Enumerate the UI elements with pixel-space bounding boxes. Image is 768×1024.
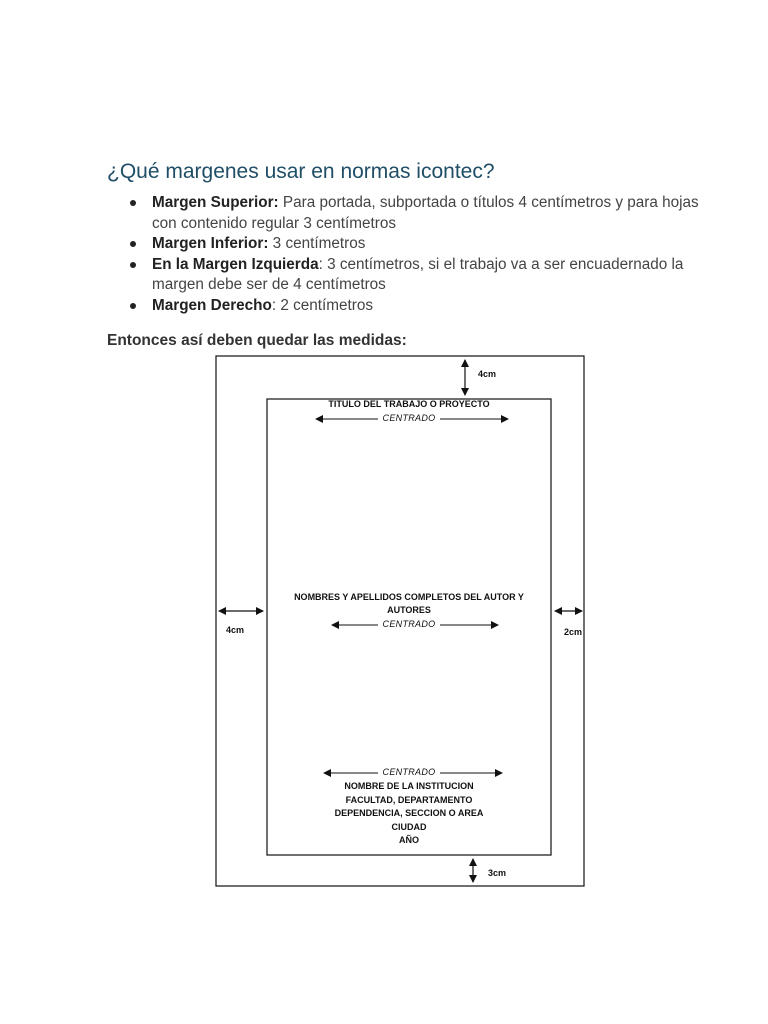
list-item-label: Margen Derecho xyxy=(152,296,272,314)
list-item-text: Para portada, subportada o títulos 4 centímetros y para hojas con contenido regular 3 centímetros xyxy=(152,194,699,232)
diagram-intro: Entonces así deben quedar las medidas: xyxy=(107,332,407,349)
list-item xyxy=(128,255,718,296)
page-title: ¿Qué margenes usar en normas icontec? xyxy=(107,160,495,184)
centered-label: CENTRADO xyxy=(382,619,436,629)
list-item xyxy=(128,296,718,317)
author-block-text xyxy=(267,591,551,617)
title-block-text: TITULO DEL TRABAJO O PROYECTO xyxy=(328,399,490,409)
bottom-margin-label: 3cm xyxy=(488,868,507,878)
author-line: AUTORES xyxy=(387,605,431,615)
centered-label: CENTRADO xyxy=(382,767,436,777)
bullet-icon xyxy=(130,303,136,309)
list-item xyxy=(128,193,718,234)
margin-list xyxy=(128,193,718,316)
author-line: NOMBRES Y APELLIDOS COMPLETOS DEL AUTOR Y xyxy=(294,592,524,602)
institution-line: AÑO xyxy=(399,835,419,845)
list-item xyxy=(128,234,718,255)
list-item-text: 3 centímetros xyxy=(268,235,366,252)
centered-label: CENTRADO xyxy=(382,413,436,423)
institution-line: FACULTAD, DEPARTAMENTO xyxy=(345,794,473,805)
left-margin-label: 4cm xyxy=(226,625,245,635)
top-margin-label: 4cm xyxy=(478,369,497,379)
list-item-label: Margen Inferior: xyxy=(152,235,269,252)
bullet-icon xyxy=(130,200,136,206)
bullet-icon xyxy=(130,241,136,247)
institution-line: CIUDAD xyxy=(391,821,427,832)
list-item-label: En la Margen Izquierda xyxy=(152,255,319,273)
list-item-text: : 2 centímetros xyxy=(271,296,374,314)
list-item-label: Margen Superior: xyxy=(152,194,279,211)
margin-diagram xyxy=(208,352,592,892)
list-item-text: : 3 centímetros, si el trabajo va a ser encuadernado la margen debe ser de 4 centímetros xyxy=(152,255,684,293)
bullet-icon xyxy=(130,262,136,268)
institution-block-text xyxy=(267,780,551,848)
right-margin-label: 2cm xyxy=(564,627,583,637)
institution-line: NOMBRE DE LA INSTITUCION xyxy=(344,781,474,791)
institution-line: DEPENDENCIA, SECCION O AREA xyxy=(334,808,484,818)
